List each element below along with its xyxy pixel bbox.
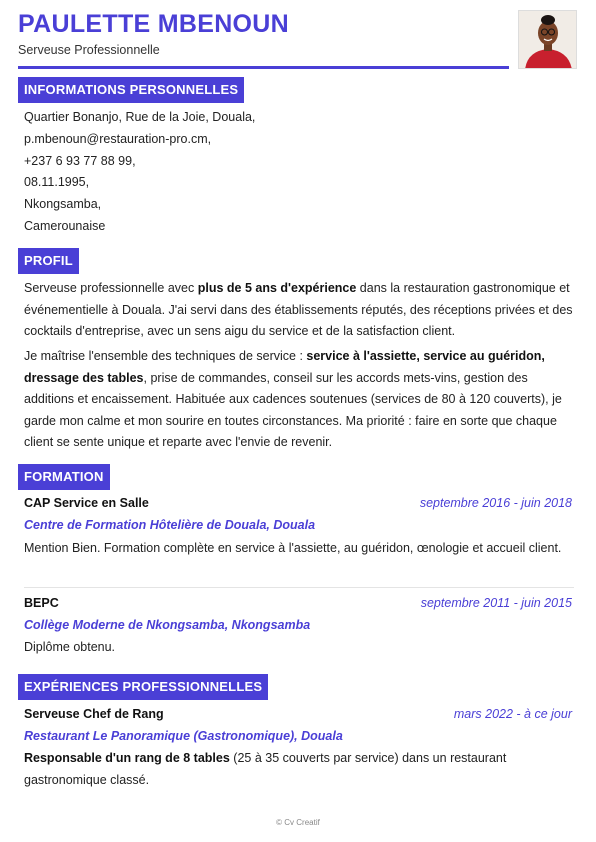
profile-p2-text-a: Je maîtrise l'ensemble des techniques de service :	[24, 349, 307, 363]
cv-header	[18, 10, 578, 70]
education-1-description: Mention Bien. Formation complète en service à l'assiette, au guéridon, œnologie et accueil client.	[24, 541, 562, 555]
experience-1-title: Serveuse Chef de Rang	[24, 707, 164, 721]
education-1-title: CAP Service en Salle	[24, 496, 149, 510]
education-1-date: septembre 2016 - juin 2018	[419, 496, 572, 510]
profile-p1-highlight: plus de 5 ans d'expérience	[197, 281, 357, 295]
header-divider	[18, 66, 509, 69]
personal-phone: +237 6 93 77 88 99,	[24, 154, 136, 168]
education-2-date: septembre 2011 - juin 2015	[420, 596, 572, 610]
experience-1-date: mars 2022 - à ce jour	[453, 707, 572, 721]
experience-1-highlight: Responsable d'un rang de 8 tables	[24, 751, 230, 765]
profile-p2-highlight: service à l'assiette, service au guéridon, dressage des tables	[24, 349, 545, 385]
section-title-experience: EXPÉRIENCES PROFESSIONNELLES	[18, 674, 268, 700]
section-title-personal: INFORMATIONS PERSONNELLES	[18, 77, 244, 103]
profile-p1-text-c: dans la restauration gastronomique et événementielle à Douala. J'ai servi dans des établissements réputés, des réceptions privées et des cocktails d'entreprise, avec un sens aigu du service et de la satisfaction client.	[24, 281, 573, 338]
profile-p2-text-c: , prise de commandes, conseil sur les accords mets-vins, gestion des additions et encaissement. Habituée aux cadences soutenues (services de 80 à 120 couverts), je garde mon calme et mon sourire en toutes circonstances. Ma priorité : faire en sorte que chaque client se sente unique et reparte avec l'envie de revenir.	[24, 370, 562, 449]
experience-1-description	[24, 748, 576, 791]
portrait-image	[519, 11, 577, 69]
education-divider	[24, 587, 574, 588]
section-title-profile: PROFIL	[18, 248, 79, 274]
candidate-name: PAULETTE MBENOUN	[18, 10, 289, 38]
experience-1-company: Restaurant Le Panoramique (Gastronomique), Douala	[24, 729, 343, 743]
profile-paragraph-2	[24, 346, 576, 454]
education-2-description: Diplôme obtenu.	[24, 640, 116, 654]
personal-email: p.mbenoun@restauration-pro.cm,	[24, 132, 212, 146]
section-title-education: FORMATION	[18, 464, 110, 490]
personal-birthdate: 08.11.1995,	[24, 175, 90, 189]
personal-address: Quartier Bonanjo, Rue de la Joie, Douala,	[24, 110, 256, 124]
profile-paragraph-1	[24, 278, 576, 343]
job-title: Serveuse Professionnelle	[18, 43, 160, 57]
experience-1-text: (25 à 35 couverts par service) dans un restaurant gastronomique classé.	[24, 751, 507, 787]
personal-birthplace: Nkongsamba,	[24, 197, 102, 211]
education-1-school: Centre de Formation Hôtelière de Douala, Douala	[24, 518, 316, 532]
footer-credit: © Cv Creatif	[276, 818, 320, 827]
education-2-school: Collège Moderne de Nkongsamba, Nkongsamba	[24, 618, 311, 632]
education-2-title: BEPC	[24, 596, 59, 610]
personal-nationality: Camerounaise	[24, 219, 106, 233]
profile-p1-text-a: Serveuse professionnelle avec	[24, 281, 198, 295]
profile-photo	[518, 10, 577, 69]
